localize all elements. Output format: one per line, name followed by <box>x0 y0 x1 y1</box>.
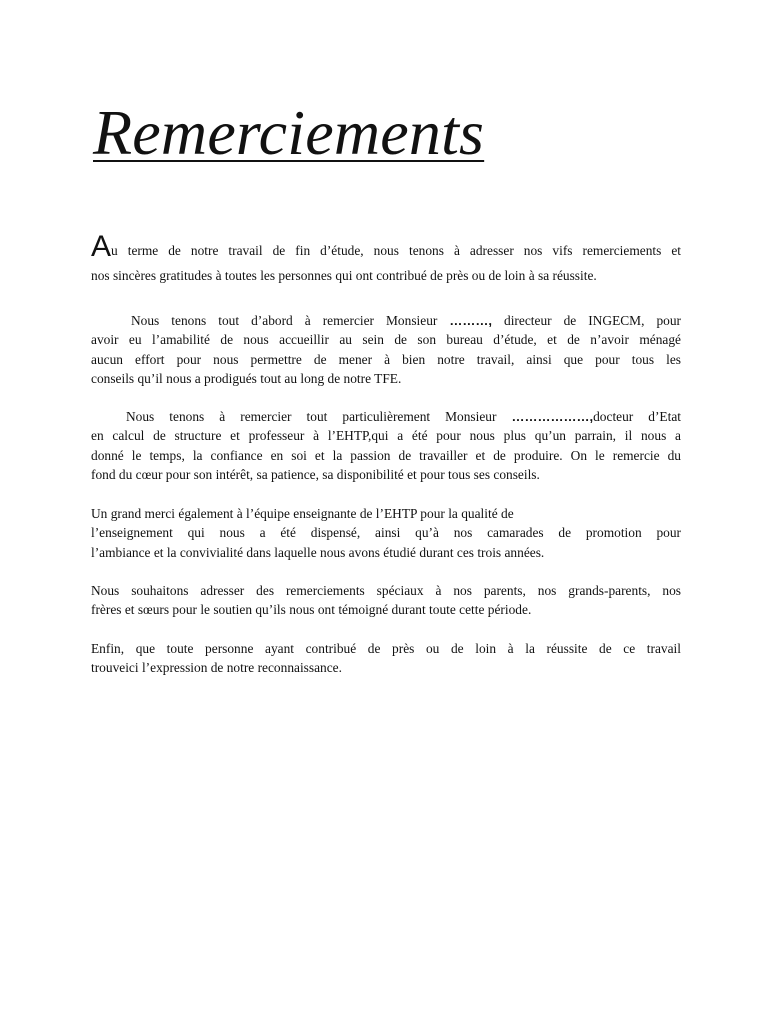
paragraph-text: directeur de INGECM, pour <box>492 313 681 328</box>
paragraph-line: trouveici l’expression de notre reconnaissance. <box>91 660 342 676</box>
paragraph-family <box>91 581 681 620</box>
paragraph-professor <box>91 407 681 485</box>
name-placeholder-dots: ………………, <box>511 409 594 424</box>
paragraph-line: nos sincères gratitudes à toutes les personnes qui ont contribué de près ou de loin à sa réussite. <box>91 268 597 283</box>
paragraph-line: aucun effort pour nous permettre de mener à bien notre travail, ainsi que pour tous les <box>91 351 681 367</box>
paragraph-line: Enfin, que toute personne ayant contribué de près ou de loin à la réussite de ce travail <box>91 641 681 656</box>
paragraph-line: en calcul de structure et professeur à l’EHTP,qui a été pour nous plus qu’un parrain, il nous a <box>91 428 681 444</box>
paragraph-line: frères et sœurs pour le soutien qu’ils nous ont témoigné durant toute cette période. <box>91 602 532 618</box>
paragraph-line <box>91 311 681 330</box>
paragraph-line <box>91 230 681 266</box>
paragraph-line: fond du cœur pour son intérêt, sa patience, sa disponibilité et pour tous ses conseils. <box>91 467 540 483</box>
name-placeholder-dots: ………, <box>449 313 492 328</box>
paragraph-line: Nous souhaitons adresser des remerciements spéciaux à nos parents, nos grands-parents, nos <box>91 583 681 598</box>
paragraph-line: Un grand merci également à l’équipe enseignante de l’EHTP pour la qualité de <box>91 506 514 521</box>
paragraph-director <box>91 311 681 389</box>
paragraph-closing <box>91 639 681 678</box>
paragraph-text: Nous tenons à remercier tout particulièrement Monsieur <box>126 409 512 424</box>
paragraph-teaching-team <box>91 504 681 562</box>
paragraph-line <box>91 407 681 426</box>
paragraph-text: u terme de notre travail de fin d’étude, nous tenons à adresser nos vifs remerciements et <box>111 243 681 258</box>
paragraph-line: conseils qu’il nous a prodigués tout au long de notre TFE. <box>91 371 402 387</box>
paragraph-line: l’enseignement qui nous a été dispensé, ainsi qu’à nos camarades de promotion pour <box>91 525 681 541</box>
paragraph-line: donné le temps, la confiance en soi et la passion de travailler et de produire. On le remercie du <box>91 447 681 463</box>
paragraph-intro <box>91 230 681 285</box>
page-title: Remerciements <box>93 97 485 168</box>
paragraph-text: Nous tenons tout d’abord à remercier Monsieur <box>131 313 450 328</box>
drop-cap-letter: A <box>91 230 112 263</box>
paragraph-line: l’ambiance et la convivialité dans laquelle nous avons étudié durant ces trois années. <box>91 544 545 560</box>
paragraph-text: docteur d’Etat <box>593 409 681 424</box>
paragraph-line: avoir eu l’amabilité de nous accueillir au sein de son bureau d’étude, et de n’avoir ménagé <box>91 332 681 348</box>
